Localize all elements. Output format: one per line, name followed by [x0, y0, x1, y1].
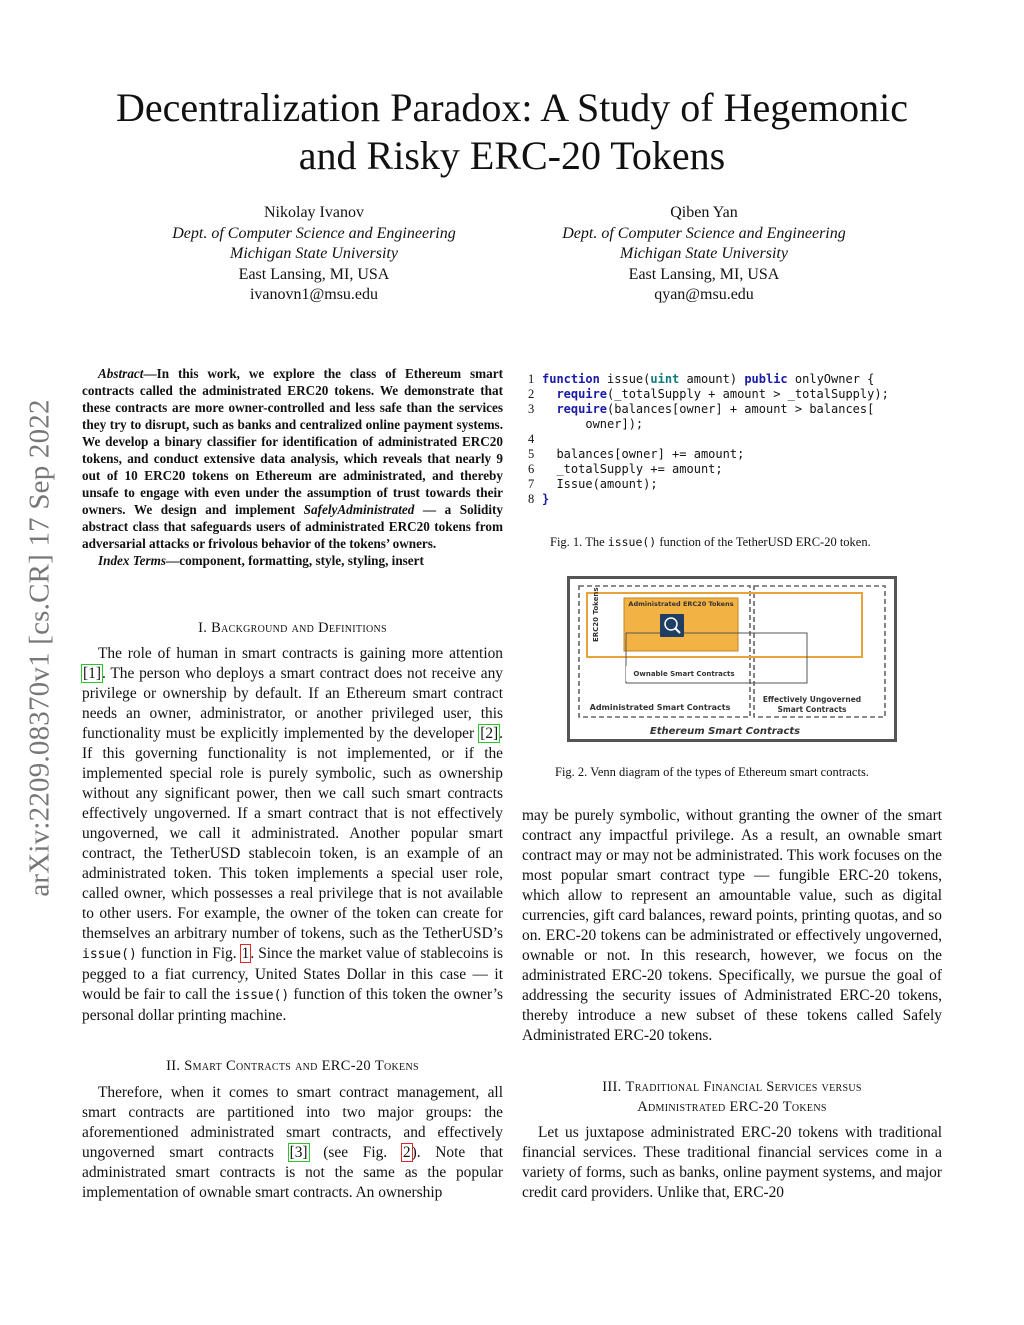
abstract-text-end: — a Solidity abstract class that safeguards users of administrated ERC20 tokens from adversarial attacks or frivolous behavior of the tokens’ owners. — [82, 502, 503, 551]
index-terms-label: Index Terms — [98, 553, 167, 568]
citation-link[interactable]: [1] — [83, 665, 101, 682]
author-name: Nikolay Ivanov — [264, 204, 364, 221]
ethereum-label: Ethereum Smart Contracts — [649, 726, 801, 737]
author-dept: Dept. of Computer Science and Engineering — [562, 224, 846, 242]
ungoverned-label-1: Effectively Ungoverned — [762, 695, 862, 704]
author-city: East Lansing, MI, USA — [628, 265, 780, 283]
abstract — [82, 365, 503, 569]
figure-2-caption: Fig. 2. Venn diagram of the types of Ethereum smart contracts. — [555, 765, 869, 779]
section-heading-2: II. Smart Contracts and ERC-20 Tokens — [166, 1058, 419, 1074]
title-line-2: and Risky ERC-20 Tokens — [298, 133, 726, 178]
ungoverned-label-2: Smart Contracts — [777, 705, 847, 714]
administrated-erc20-label: Administrated ERC20 Tokens — [628, 600, 734, 608]
code-line: 7 Issue(amount); — [528, 477, 658, 491]
author-university: Michigan State University — [620, 245, 788, 262]
figure-link[interactable]: 2 — [402, 1144, 411, 1161]
author-dept: Dept. of Computer Science and Engineering — [172, 224, 456, 242]
section-number: II. — [166, 1058, 185, 1074]
inline-code: issue() — [82, 947, 137, 962]
section-heading-3: III. Traditional Financial Services versus Administrated ERC-20 Tokens — [602, 1079, 862, 1115]
code-line: 8 } — [528, 492, 550, 506]
administrated-label: Administrated Smart Contracts — [589, 703, 731, 712]
section-number: III. — [602, 1079, 626, 1095]
inline-code: issue() — [234, 988, 290, 1003]
figure-1-caption: Fig. 1. The issue() function of the TetherUSD ERC-20 token. — [550, 535, 871, 549]
code-line: 6 _totalSupply += amount; — [528, 462, 723, 476]
paper-title — [0, 84, 1024, 180]
abstract-text: —In this work, we explore the class of Ethereum smart contracts called the administrated ERC20 tokens. We demonstrate that these contracts are more owner-controlled and less safe than the services they try to disrupt, such as banks and centralized online payment systems. We develop a binary classifier for identification of administrated ERC20 tokens, and conduct extensive data analysis, which reveals that nearly 9 out of 10 ERC20 tokens on Ethereum are administrated, and thereby unsafe to engage with even under the assumption of trust towards their owners. We design and implement — [82, 366, 503, 517]
ownable-label: Ownable Smart Contracts — [633, 670, 735, 678]
abstract-label: Abstract — [98, 366, 144, 381]
index-terms: —component, formatting, style, styling, insert — [166, 553, 424, 568]
arxiv-stamp — [10, 355, 70, 940]
section-title: Background and Definitions — [211, 620, 387, 636]
code-line: 4 — [528, 432, 535, 446]
author-email: ivanovn1@msu.edu — [249, 286, 379, 303]
abstract-class-name: SafelyAdministrated — [303, 502, 415, 517]
paragraph-financial: Let us juxtapose administrated ERC-20 tokens with traditional financial services. These traditional financial services come in a variety of forms, such as banks, online payment systems, and major credit card providers. Unlike that, ERC-20 — [522, 1124, 942, 1201]
code-line: 1 function issue(uint amount) public onlyOwner { — [528, 372, 875, 386]
code-line: 5 balances[owner] += amount; — [528, 447, 745, 461]
paragraph-background: The role of human in smart contracts is gaining more attention [1]. The person who deploys a smart contract does not receive any privilege or ownership by default. If an Ethereum smart contract needs an owner, administrator, or another privileged user, this functionality must be explicitly implemented by the developer [2]. If this governing functionality is not implemented, or if the implemented special role is purely symbolic, such as ownership without any significant power, then we call such smart contracts effectively ungoverned. If a smart contract that is not effectively ungoverned, we call it administrated. Another popular smart contract, the TetherUSD stablecoin token, is an example of an administrated token. This token implements a special user role, called owner, which possesses a real privilege that is not available to other users. For example, the owner of the token can create for themselves an arbitrary number of tokens, such as the TetherUSD’s issue() function in Fig. 1. Since the market value of stablecoins is pegged to a fiat currency, United States Dollar in this case — it would be fair to call the issue() function of this token the owner’s personal dollar printing machine. — [82, 645, 504, 1024]
author-university: Michigan State University — [230, 245, 398, 262]
paragraph-continued: may be purely symbolic, without granting the owner of the smart contract any impactful privilege. As a result, an ownable smart contract may or may not be administrated. This work focuses on the most popular smart contract type — fungible ERC-20 tokens, which allow to represent an amountable value, such as digital currencies, gift card balances, reward points, printing quotas, and so on. ERC-20 tokens can be administrated or effectively ungoverned, ownable or not. In this research, however, we focus on the administrated ERC-20 tokens. Specifically, we pursue the goal of addressing the security issues of Administrated ERC-20 tokens, thereby introduce a new subset of these tokens called Safely Administrated ERC-20 tokens. — [522, 807, 942, 1044]
code-listing — [528, 372, 958, 507]
arxiv-id: arXiv:2209.08370v1 [cs.CR] 17 Sep 2022 — [23, 398, 56, 897]
author-block-2 — [534, 203, 874, 306]
code-line: 3 require(balances[owner] + amount > balances[ — [528, 402, 875, 416]
erc20-label: ERC20 Tokens — [592, 587, 600, 642]
citation-link[interactable]: [3] — [289, 1144, 308, 1161]
code-line: 2 require(_totalSupply + amount > _totalSupply); — [528, 387, 889, 401]
section-number: I. — [198, 620, 212, 636]
figure-link[interactable]: 1 — [241, 945, 250, 962]
citation-link[interactable]: [2] — [480, 725, 499, 742]
title-line-1: Decentralization Paradox: A Study of Hegemonic — [115, 85, 908, 130]
author-email: qyan@msu.edu — [654, 286, 754, 303]
author-block-1 — [144, 203, 484, 306]
section-heading-1 — [82, 618, 503, 638]
author-city: East Lansing, MI, USA — [238, 265, 390, 283]
venn-diagram — [567, 576, 897, 742]
paragraph-smart-contracts: Therefore, when it comes to smart contract management, all smart contracts are partitioned into two major groups: the aforementioned administrated smart contracts, and effectively ungoverned smart contracts [3] (see Fig. 2). Note that administrated smart contracts is not the same as the popular implementation of ownable smart contracts. An ownership — [82, 1084, 503, 1201]
author-name: Qiben Yan — [670, 204, 738, 221]
code-line-wrap: owner]); — [585, 417, 644, 431]
